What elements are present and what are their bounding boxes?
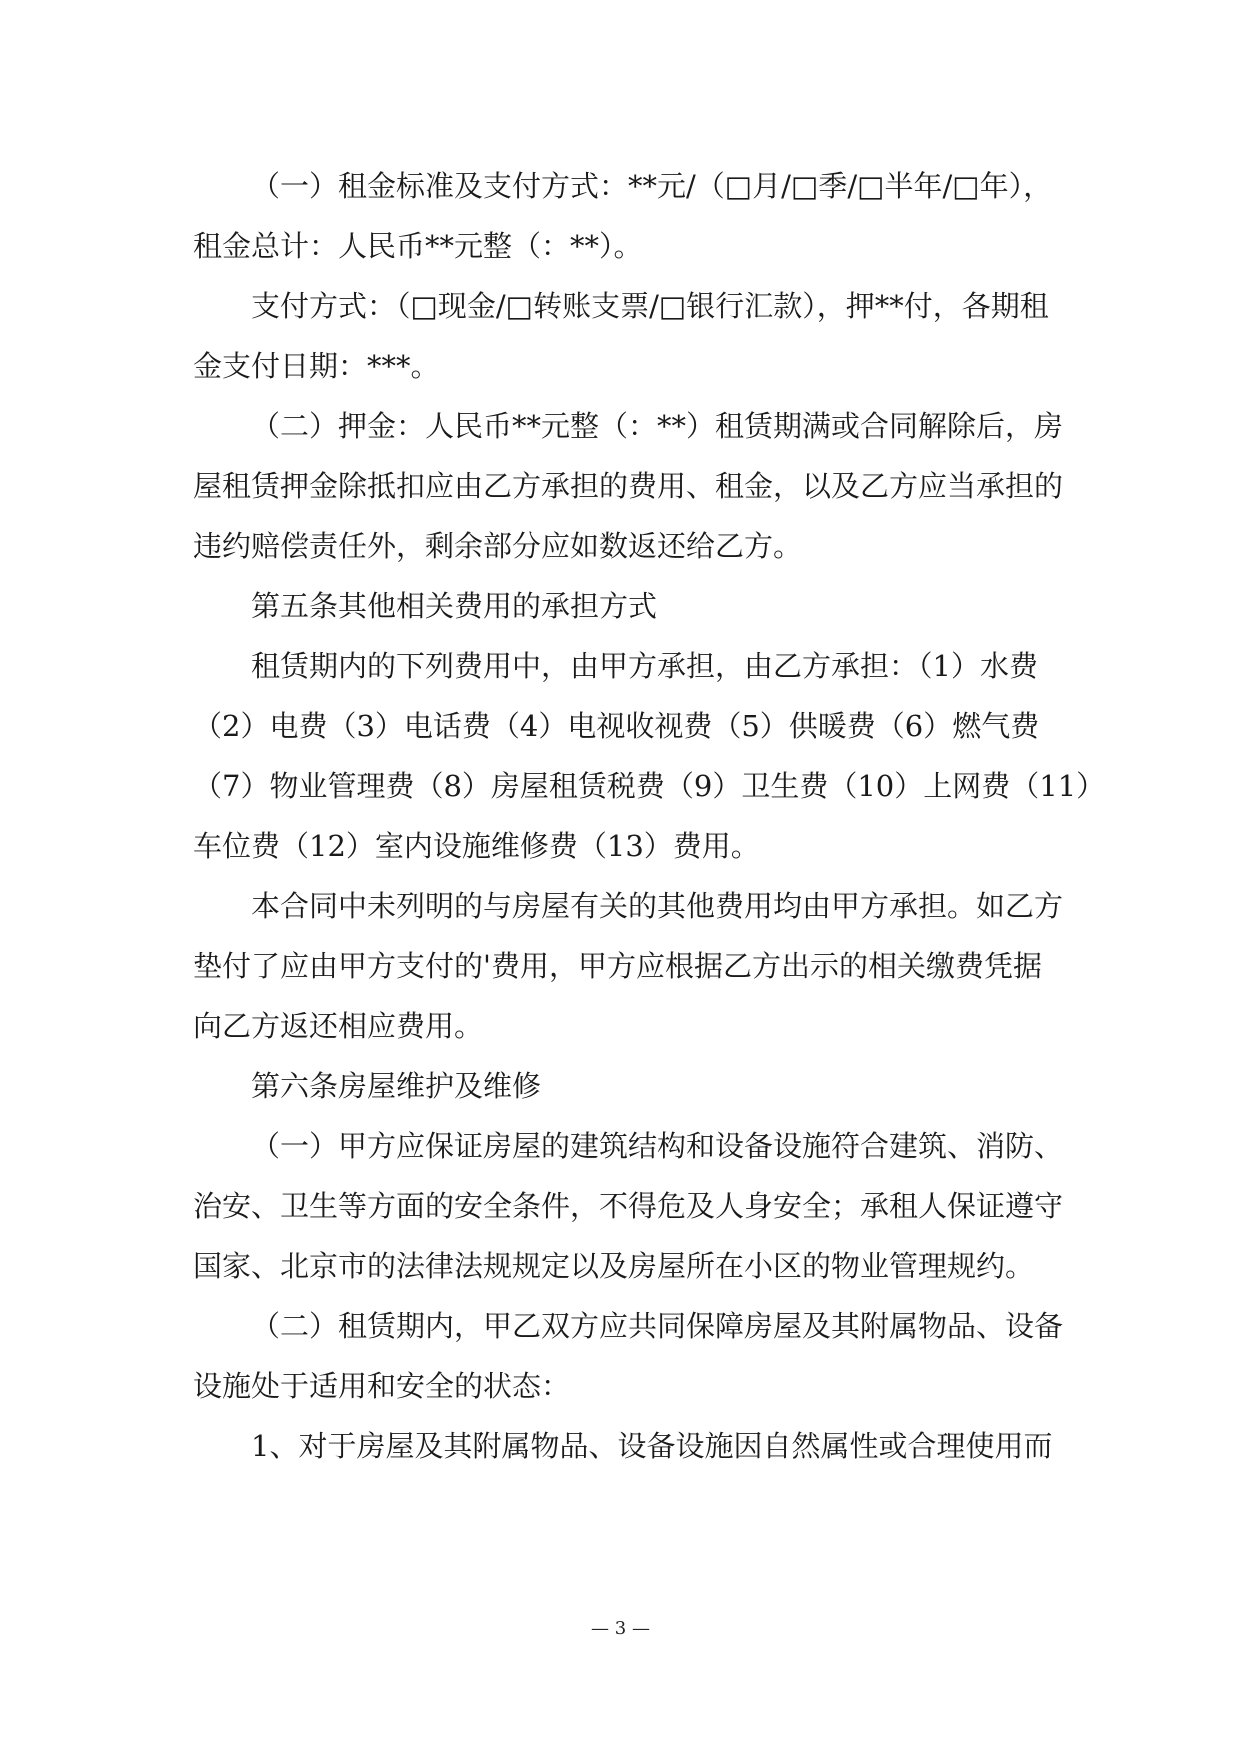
text-line: （一）租金标准及支付方式：**元/（□月/□季/□半年/□年）， [251, 169, 1053, 203]
text-line: 屋租赁押金除抵扣应由乙方承担的费用、租金，以及乙方应当承担的 [193, 469, 1064, 503]
text-line: 垫付了应由甲方支付的'费用，甲方应根据乙方出示的相关缴费凭据 [193, 949, 1042, 983]
text-line: （二）租赁期内，甲乙双方应共同保障房屋及其附属物品、设备 [251, 1309, 1064, 1343]
text-line: 金支付日期：***。 [193, 349, 440, 383]
text-line: 支付方式：（□现金/□转账支票/□银行汇款），押**付，各期租 [251, 289, 1049, 323]
text-line: 治安、卫生等方面的安全条件，不得危及人身安全；承租人保证遵守 [193, 1189, 1064, 1223]
text-line: 本合同中未列明的与房屋有关的其他费用均由甲方承担。如乙方 [251, 889, 1064, 923]
line-list [193, 156, 1106, 1476]
text-line: （二）押金：人民币**元整（：**）租赁期满或合同解除后，房 [251, 409, 1064, 443]
text-line: 租金总计：人民币**元整（：**）。 [193, 229, 643, 263]
text-line: 租赁期内的下列费用中，由甲方承担，由乙方承担：（1）水费 [251, 649, 1038, 683]
text-line: （2）电费（3）电话费（4）电视收视费（5）供暖费（6）燃气费 [193, 709, 1040, 743]
page-number: — 3 — [591, 1618, 650, 1639]
text-line: 1、对于房屋及其附属物品、设备设施因自然属性或合理使用而 [251, 1429, 1053, 1463]
text-line: （7）物业管理费（8）房屋租赁税费（9）卫生费（10）上网费（11） [193, 769, 1106, 803]
text-line: 车位费（12）室内设施维修费（13）费用。 [193, 829, 760, 863]
document-body [193, 156, 1106, 1476]
text-line: 设施处于适用和安全的状态： [193, 1369, 571, 1403]
text-line: 向乙方返还相应费用。 [193, 1009, 484, 1043]
section-heading: 第五条其他相关费用的承担方式 [251, 589, 658, 623]
section-heading: 第六条房屋维护及维修 [251, 1069, 542, 1103]
text-line: 国家、北京市的法律法规规定以及房屋所在小区的物业管理规约。 [193, 1249, 1035, 1283]
text-line: （一）甲方应保证房屋的建筑结构和设备设施符合建筑、消防、 [251, 1129, 1064, 1163]
text-line: 违约赔偿责任外，剩余部分应如数返还给乙方。 [193, 529, 803, 563]
